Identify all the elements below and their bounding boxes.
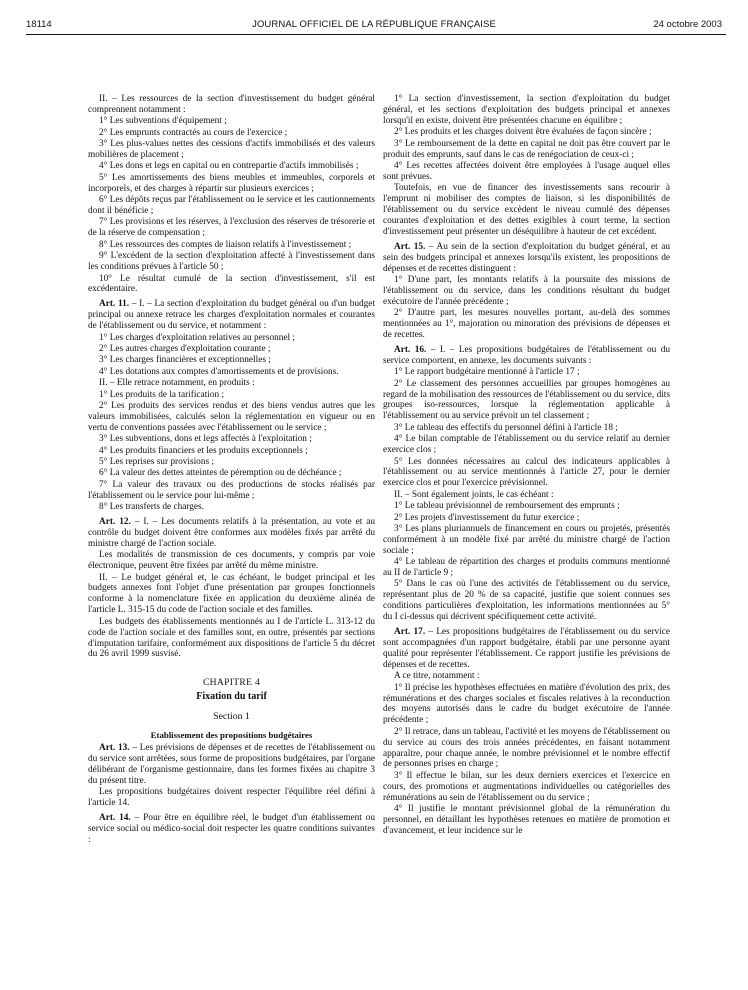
paragraph: II. – Sont également joints, le cas échéant : (394, 489, 554, 500)
article-text: – Au sein de la section d'exploitation du budget général, et au sein des budgets principal et annexes lorsqu'ils existent, les propositions de dépenses et de recettes distinguent : (383, 241, 670, 274)
paragraph: 3° Les charges financières et exceptionnelles ; (99, 355, 271, 366)
article-label: Art. 11. (99, 299, 130, 310)
header-rule (26, 34, 726, 35)
paragraph: 2° Les produits des services rendus et des biens vendus autres que les valeurs immobilisées, calculés selon la réglementation en vigueur ou en vertu de conventions passées avec l'établissement ou le service ; (88, 400, 375, 433)
paragraph: 4° Le tableau de répartition des charges et produits communs mentionné au II de l'article 9 ; (383, 557, 670, 579)
paragraph: 4° Les produits financiers et les produits exceptionnels ; (99, 445, 308, 456)
paragraph: II. – Le budget général et, le cas échéant, le budget principal et les budgets annexes font l'objet d'une présentation par groupes fonctionnels conforme à la nomenclature fixée en application du deuxième alinéa de l'article L. 315-15 du code de l'action sociale et des familles. (88, 572, 375, 616)
page-number: 18114 (26, 19, 52, 30)
article-text: – I. – La section d'exploitation du budget général ou d'un budget principal ou annexe retrace les charges d'exploitation normales et courantes de l'établissement ou du service, et notamment : (88, 299, 375, 332)
paragraph: 4° Les dotations aux comptes d'amortissements et de provisions. (99, 366, 339, 377)
article-11 (88, 299, 375, 332)
paragraph: 4° Il justifie le montant prévisionnel global de la rémunération du personnel, en détaillant les hypothèses retenues en matière de promotion et d'avancement, et leur incidence sur le (383, 804, 670, 836)
paragraph: 10° Le résultat cumulé de la section d'investissement, s'il est excédentaire. (88, 273, 375, 295)
article-15 (383, 242, 670, 275)
paragraph: Les budgets des établissements mentionnés au I de l'article L. 313-12 du code de l'action sociale et des familles sont, en outre, présentés par sections d'imputation tarifaire, conformément aux dispositions de l'article 5 du décret du 26 avril 1999 susvisé. (88, 616, 375, 660)
paragraph: 1° Les charges d'exploitation relatives au personnel ; (99, 332, 296, 343)
paragraph: II. – Les ressources de la section d'investissement du budget général comprennent notamment : (88, 94, 375, 115)
paragraph: 4° Les dons et legs en capital ou en contrepartie d'actifs immobilisés ; (99, 161, 359, 172)
paragraph: 6° Les dépôts reçus par l'établissement ou le service et les cautionnements dont il bénéficie ; (88, 195, 375, 217)
journal-title: JOURNAL OFFICIEL DE LA RÉPUBLIQUE FRANÇAISE (252, 19, 496, 30)
section-heading: Section 1 (213, 711, 250, 723)
paragraph: 1° Il précise les hypothèses effectuées en matière d'évolution des prix, des rémunérations et des charges sociales et fiscales relatives à la reconduction des moyens autorisés dans le cadre du budget exécutoire de l'année précédente ; (383, 682, 670, 726)
paragraph: 2° Le classement des personnes accueillies par groupes homogènes au regard de la mobilisation des ressources de l'établissement ou du service, dits groupes iso-ressources, lorsque la réglementation applicable à l'établissement ou au service prévoit un tel classement ; (383, 378, 670, 422)
article-label: Art. 16. (394, 344, 427, 355)
article-17 (383, 627, 670, 671)
article-text: – Pour être en équilibre réel, le budget d'un établissement ou service social ou médico-social doit respecter les quatre conditions suivantes : (88, 812, 375, 845)
paragraph: 2° Les emprunts contractés au cours de l'exercice ; (99, 127, 288, 138)
paragraph: 2° Il retrace, dans un tableau, l'activité et les moyens de l'établissement ou du service au cours des trois années précédentes, en faisant notamment apparaître, pour chaque année, le nombre prévisionnel et le nombre effectif de personnes prises en charge ; (383, 726, 670, 770)
right-column (383, 94, 670, 984)
paragraph: 2° Les projets d'investissement du futur exercice ; (394, 512, 580, 523)
paragraph: A ce titre, notamment : (394, 671, 480, 682)
article-label: Art. 17. (394, 627, 426, 638)
paragraph: 1° La section d'investissement, la section d'exploitation du budget général, et les sections d'exploitation des budgets principal et annexes lorsqu'il en existe, doivent être présentées chacune en équilibre ; (383, 94, 670, 126)
article-text: – Les propositions budgétaires de l'établissement ou du service sont accompagnées d'un rapport budgétaire, établi par une personne ayant qualité pour représenter l'établissement. Ce rapport justifie les prévisions de dépenses et de recettes. (383, 627, 670, 670)
article-label: Art. 12. (99, 517, 131, 528)
paragraph: 8° Les ressources des comptes de liaison relatifs à l'investissement ; (99, 239, 352, 250)
paragraph: 3° Les plus-values nettes des cessions d'actifs immobilisés et des valeurs mobilières de placement ; (88, 139, 375, 161)
paragraph: 7° Les provisions et les réserves, à l'exclusion des réserves de trésorerie et de la réserve de compensation ; (88, 217, 375, 239)
paragraph: 8° Les transferts de charges. (99, 502, 204, 513)
paragraph: 9° L'excédent de la section d'exploitation affecté à l'investissement dans les conditions prévues à l'article 50 ; (88, 251, 375, 273)
chapter-title: Fixation du tarif (196, 691, 267, 703)
article-label: Art. 15. (394, 241, 426, 252)
article-16 (383, 345, 670, 367)
paragraph: 6° La valeur des dettes atteintes de péremption ou de déchéance ; (99, 468, 342, 479)
article-14 (88, 813, 375, 846)
article-12 (88, 517, 375, 550)
paragraph: 3° Le tableau des effectifs du personnel défini à l'article 18 ; (394, 422, 618, 433)
article-label: Art. 14. (99, 812, 131, 823)
article-text: – Les prévisions de dépenses et de recettes de l'établissement ou du service sont arrêtées, sous forme de propositions budgétaires, par l'organe délibérant de l'organisme gestionnaire, dans les formes fixées au chapitre 3 du présent titre. (88, 742, 375, 786)
paragraph: 5° Les amortissements des biens meubles et immeubles, corporels et incorporels, et des charges à répartir sur plusieurs exercices ; (88, 172, 375, 194)
paragraph: 5° Les reprises sur provisions ; (99, 457, 215, 467)
paragraph: 5° Les données nécessaires au calcul des indicateurs applicables à l'établissement ou au service mentionnés à l'article 27, pour le dernier exercice clos et pour l'exercice prévisionnel. (383, 456, 670, 489)
paragraph: 2° Les autres charges d'exploitation courante ; (99, 343, 271, 354)
page-header (26, 19, 722, 33)
paragraph: 1° D'une part, les montants relatifs à la poursuite des missions de l'établissement ou du service, dans les conditions résultant du budget exécutoire de l'année précédente ; (383, 275, 670, 307)
paragraph: 1° Le rapport budgétaire mentionné à l'article 17 ; (394, 367, 580, 378)
paragraph: 3° Les subventions, dons et legs affectés à l'exploitation ; (99, 434, 312, 445)
paragraph: 3° Il effectue le bilan, sur les deux derniers exercices et l'exercice en cours, des promotions et augmentations individuelles ou catégorielles des rémunérations au sein de l'établissement ou du service ; (383, 770, 670, 803)
paragraph: 1° Les subventions d'équipement ; (99, 116, 227, 127)
paragraph: 5° Dans le cas où l'une des activités de l'établissement ou du service, représentant plus de 20 % de sa capacité, justifie que soient connues ses conditions particulières d'exploitation, les informations mentionnées au 5° du I ci-dessus qui décrivent spécifiquement cette activité. (383, 579, 670, 623)
paragraph: 4° Les recettes affectées doivent être employées à l'usage auquel elles sont prévues. (383, 160, 670, 182)
article-text: – I. – Les propositions budgétaires de l'établissement ou du service comportent, en annexe, les documents suivants : (383, 344, 670, 366)
paragraph: II. – Elle retrace notamment, en produits : (99, 378, 255, 389)
paragraph: 1° Les produits de la tarification ; (99, 389, 225, 400)
article-13 (88, 743, 375, 787)
paragraph: Toutefois, en vue de financer des investissements sans recourir à l'emprunt ni mobiliser des comptes de liaison, si les disponibilités de l'établissement ou du service excèdent le niveau cumulé des dépenses courantes d'exploitation et des dettes exigibles à court terme, la section d'investissement peut présenter un déséquilibre à hauteur de cet excédent. (383, 183, 670, 237)
paragraph: 2° D'autre part, les mesures nouvelles portant, au-delà des sommes mentionnées au 1°, majoration ou minoration des prévisions de dépenses et de recettes. (383, 308, 670, 341)
paragraph: 3° Les plans pluriannuels de financement en cours ou projetés, présentés conformément à un modèle fixé par arrêté du ministre chargé de l'action sociale ; (383, 523, 670, 556)
paragraph: 2° Les produits et les charges doivent être évaluées de façon sincère ; (394, 127, 652, 138)
section-title: Etablissement des propositions budgétaires (150, 730, 313, 741)
chapter-heading: CHAPITRE 4 (202, 677, 261, 689)
article-label: Art. 13. (99, 742, 130, 753)
paragraph: 7° La valeur des travaux ou des productions de stocks réalisés par l'établissement ou le service pour lui-même ; (88, 479, 375, 501)
publication-date: 24 octobre 2003 (653, 19, 722, 30)
paragraph: 1° Le tableau prévisionnel de remboursement des emprunts ; (394, 501, 620, 512)
left-column (88, 94, 375, 984)
paragraph: Les propositions budgétaires doivent respecter l'équilibre réel défini à l'article 14. (88, 787, 375, 808)
paragraph: Les modalités de transmission de ces documents, y compris par voie électronique, peuvent être fixées par arrêté du même ministre. (88, 550, 375, 572)
article-text: – I. – Les documents relatifs à la présentation, au vote et au contrôle du budget doivent être conformes aux modèles fixés par arrêté du ministre chargé de l'action sociale. (88, 517, 375, 549)
paragraph: 3° Le remboursement de la dette en capital ne doit pas être couvert par le produit des emprunts, sauf dans le cas de renégociation de ceux-ci ; (383, 138, 670, 160)
paragraph: 4° Le bilan comptable de l'établissement ou du service relatif au dernier exercice clos ; (383, 434, 670, 456)
